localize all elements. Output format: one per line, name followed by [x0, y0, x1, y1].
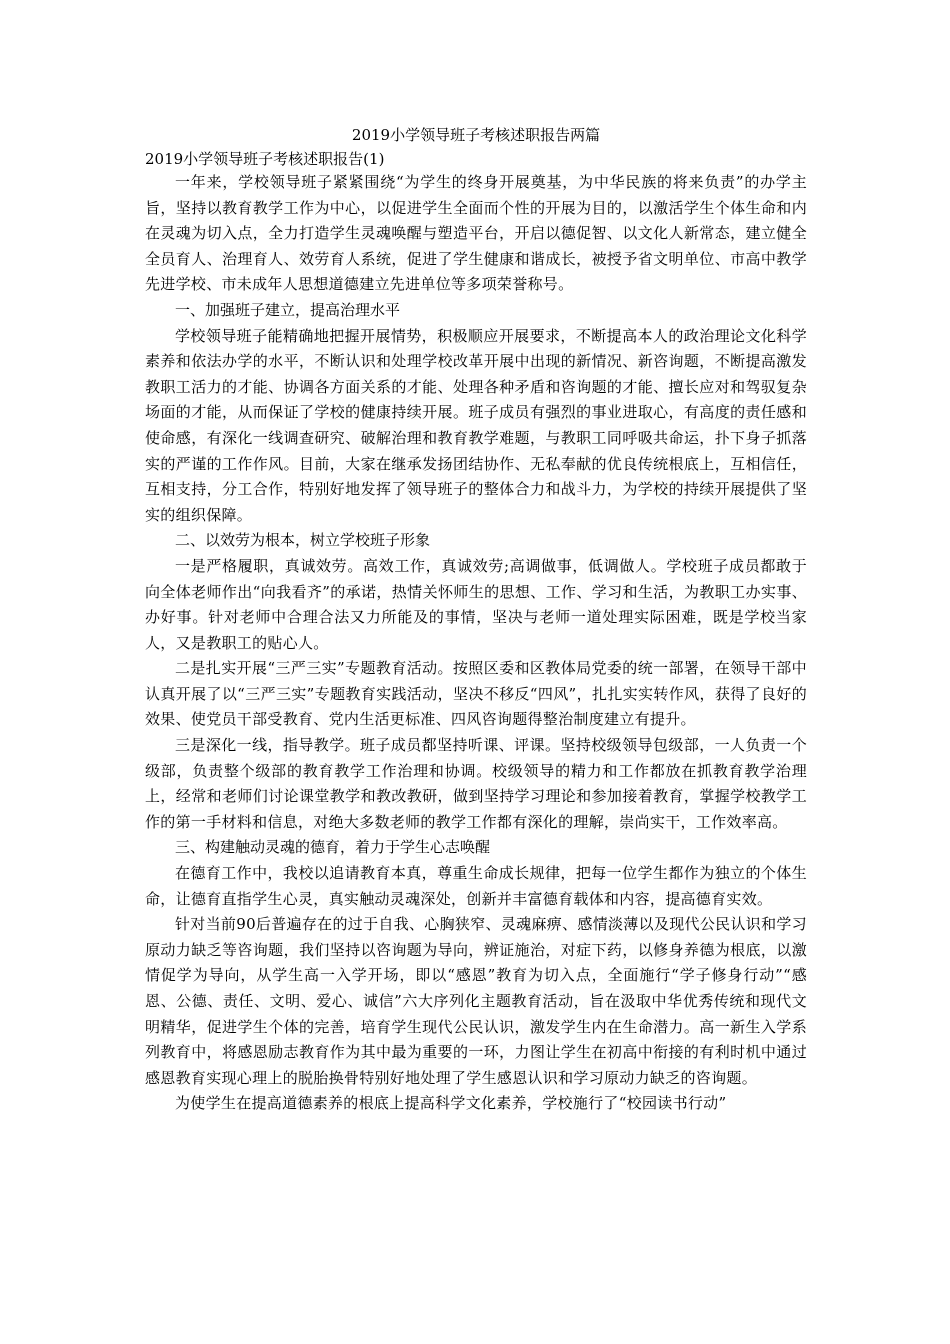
section-heading-3: 三、构建触动灵魂的德育，着力于学生心志唤醒	[175, 838, 491, 857]
paragraph-intro: 一年来，学校领导班子紧紧围绕“为学生的终身开展奠基，为中华民族的将来负责”的办学主旨，坚持以教育教学工作为中心，以促进学生全面而个性的开展为目的，以激活学生个体生命和内在灵魂为切入点，全力打造学生灵魂唤醒与塑造平台，开启以德促智、以文化人新常态，建立健全全员育人、治理育人、效劳育人系统，促进了学生健康和谐成长，被授予省文明单位、市高中教学先进学校、市未成年人思想道德建立先进单位等多项荣誉称号。	[145, 173, 807, 294]
section-heading-1: 一、加强班子建立，提高治理水平	[175, 300, 401, 319]
paragraph-section-2a: 一是严格履职，真诚效劳。高效工作，真诚效劳;高调做事，低调做人。学校班子成员都敢于向全体老师作出“向我看齐”的承诺，热情关怀师生的思想、工作、学习和生活，为教职工办实事、办好事。针对老师中合理合法又力所能及的事情，坚决与老师一道处理实际困难，既是学校当家人，又是教职工的贴心人。	[145, 556, 807, 652]
paragraph-section-3c: 为使学生在提高道德素养的根底上提高科学文化素养，学校施行了“校园读书行动”	[175, 1094, 727, 1113]
paragraph-section-1: 学校领导班子能精确地把握开展情势，积极顺应开展要求，不断提高本人的政治理论文化科学素养和依法办学的水平，不断认识和处理学校改革开展中出现的新情况、新咨询题，不断提高激发教职工活力的才能、协调各方面关系的才能、处理各种矛盾和咨询题的才能、擅长应对和驾驭复杂场面的才能，从而保证了学校的健康持续开展。班子成员有强烈的事业进取心，有高度的责任感和使命感，有深化一线调查研究、破解治理和教育教学难题，与教职工同呼吸共命运，扑下身子抓落实的严谨的工作作风。目前，大家在继承发扬团结协作、无私奉献的优良传统根底上，互相信任，互相支持，分工合作，特别好地发挥了领导班子的整体合力和战斗力，为学校的持续开展提供了坚实的组织保障。	[145, 326, 807, 524]
paragraph-section-3a: 在德育工作中，我校以追请教育本真，尊重生命成长规律，把每一位学生都作为独立的个体生命，让德育直指学生心灵，真实触动灵魂深处，创新并丰富德育载体和内容，提高德育实效。	[145, 864, 807, 908]
paragraph-section-3b: 针对当前90后普遍存在的过于自我、心胸狭窄、灵魂麻痹、感情淡薄以及现代公民认识和学习原动力缺乏等咨询题，我们坚持以咨询题为导向，辨证施治，对症下药，以修身养德为根底，以激情促学为导向，从学生高一入学开场，即以“感恩”教育为切入点，全面施行“学子修身行动”“感恩、公德、责任、文明、爱心、诚信”六大序列化主题教育活动，旨在汲取中华优秀传统和现代文明精华，促进学生个体的完善，培育学生现代公民认识，激发学生内在生命潜力。高一新生入学系列教育中，将感恩励志教育作为其中最为重要的一环，力图让学生在初高中衔接的有利时机中通过感恩教育实现心理上的脱胎换骨特别好地处理了学生感恩认识和学习原动力缺乏的咨询题。	[145, 915, 807, 1087]
paragraph-section-2c: 三是深化一线，指导教学。班子成员都坚持听课、评课。坚持校级领导包级部，一人负责一个级部，负责整个级部的教育教学工作治理和协调。校级领导的精力和工作都放在抓教育教学治理上，经常和老师们讨论课堂教学和教改教研，做到坚持学习理论和参加接着教育，掌握学校教学工作的第一手材料和信息，对绝大多数老师的教学工作都有深化的理解，崇尚实干，工作效率高。	[145, 736, 807, 831]
paragraph-section-2b: 二是扎实开展“三严三实”专题教育活动。按照区委和区教体局党委的统一部署，在领导干部中认真开展了以“三严三实”专题教育实践活动，坚决不移反“四风”，扎扎实实转作风，获得了良好的效果、使党员干部受教育、党内生活更标准、四风咨询题得整治制度建立有提升。	[145, 659, 807, 729]
document-page	[145, 124, 807, 1117]
document-title: 2019小学领导班子考核述职报告两篇	[351, 126, 601, 144]
section-heading-2: 二、以效劳为根本，树立学校班子形象	[175, 531, 431, 550]
document-subtitle: 2019小学领导班子考核述职报告(1)	[145, 150, 385, 168]
